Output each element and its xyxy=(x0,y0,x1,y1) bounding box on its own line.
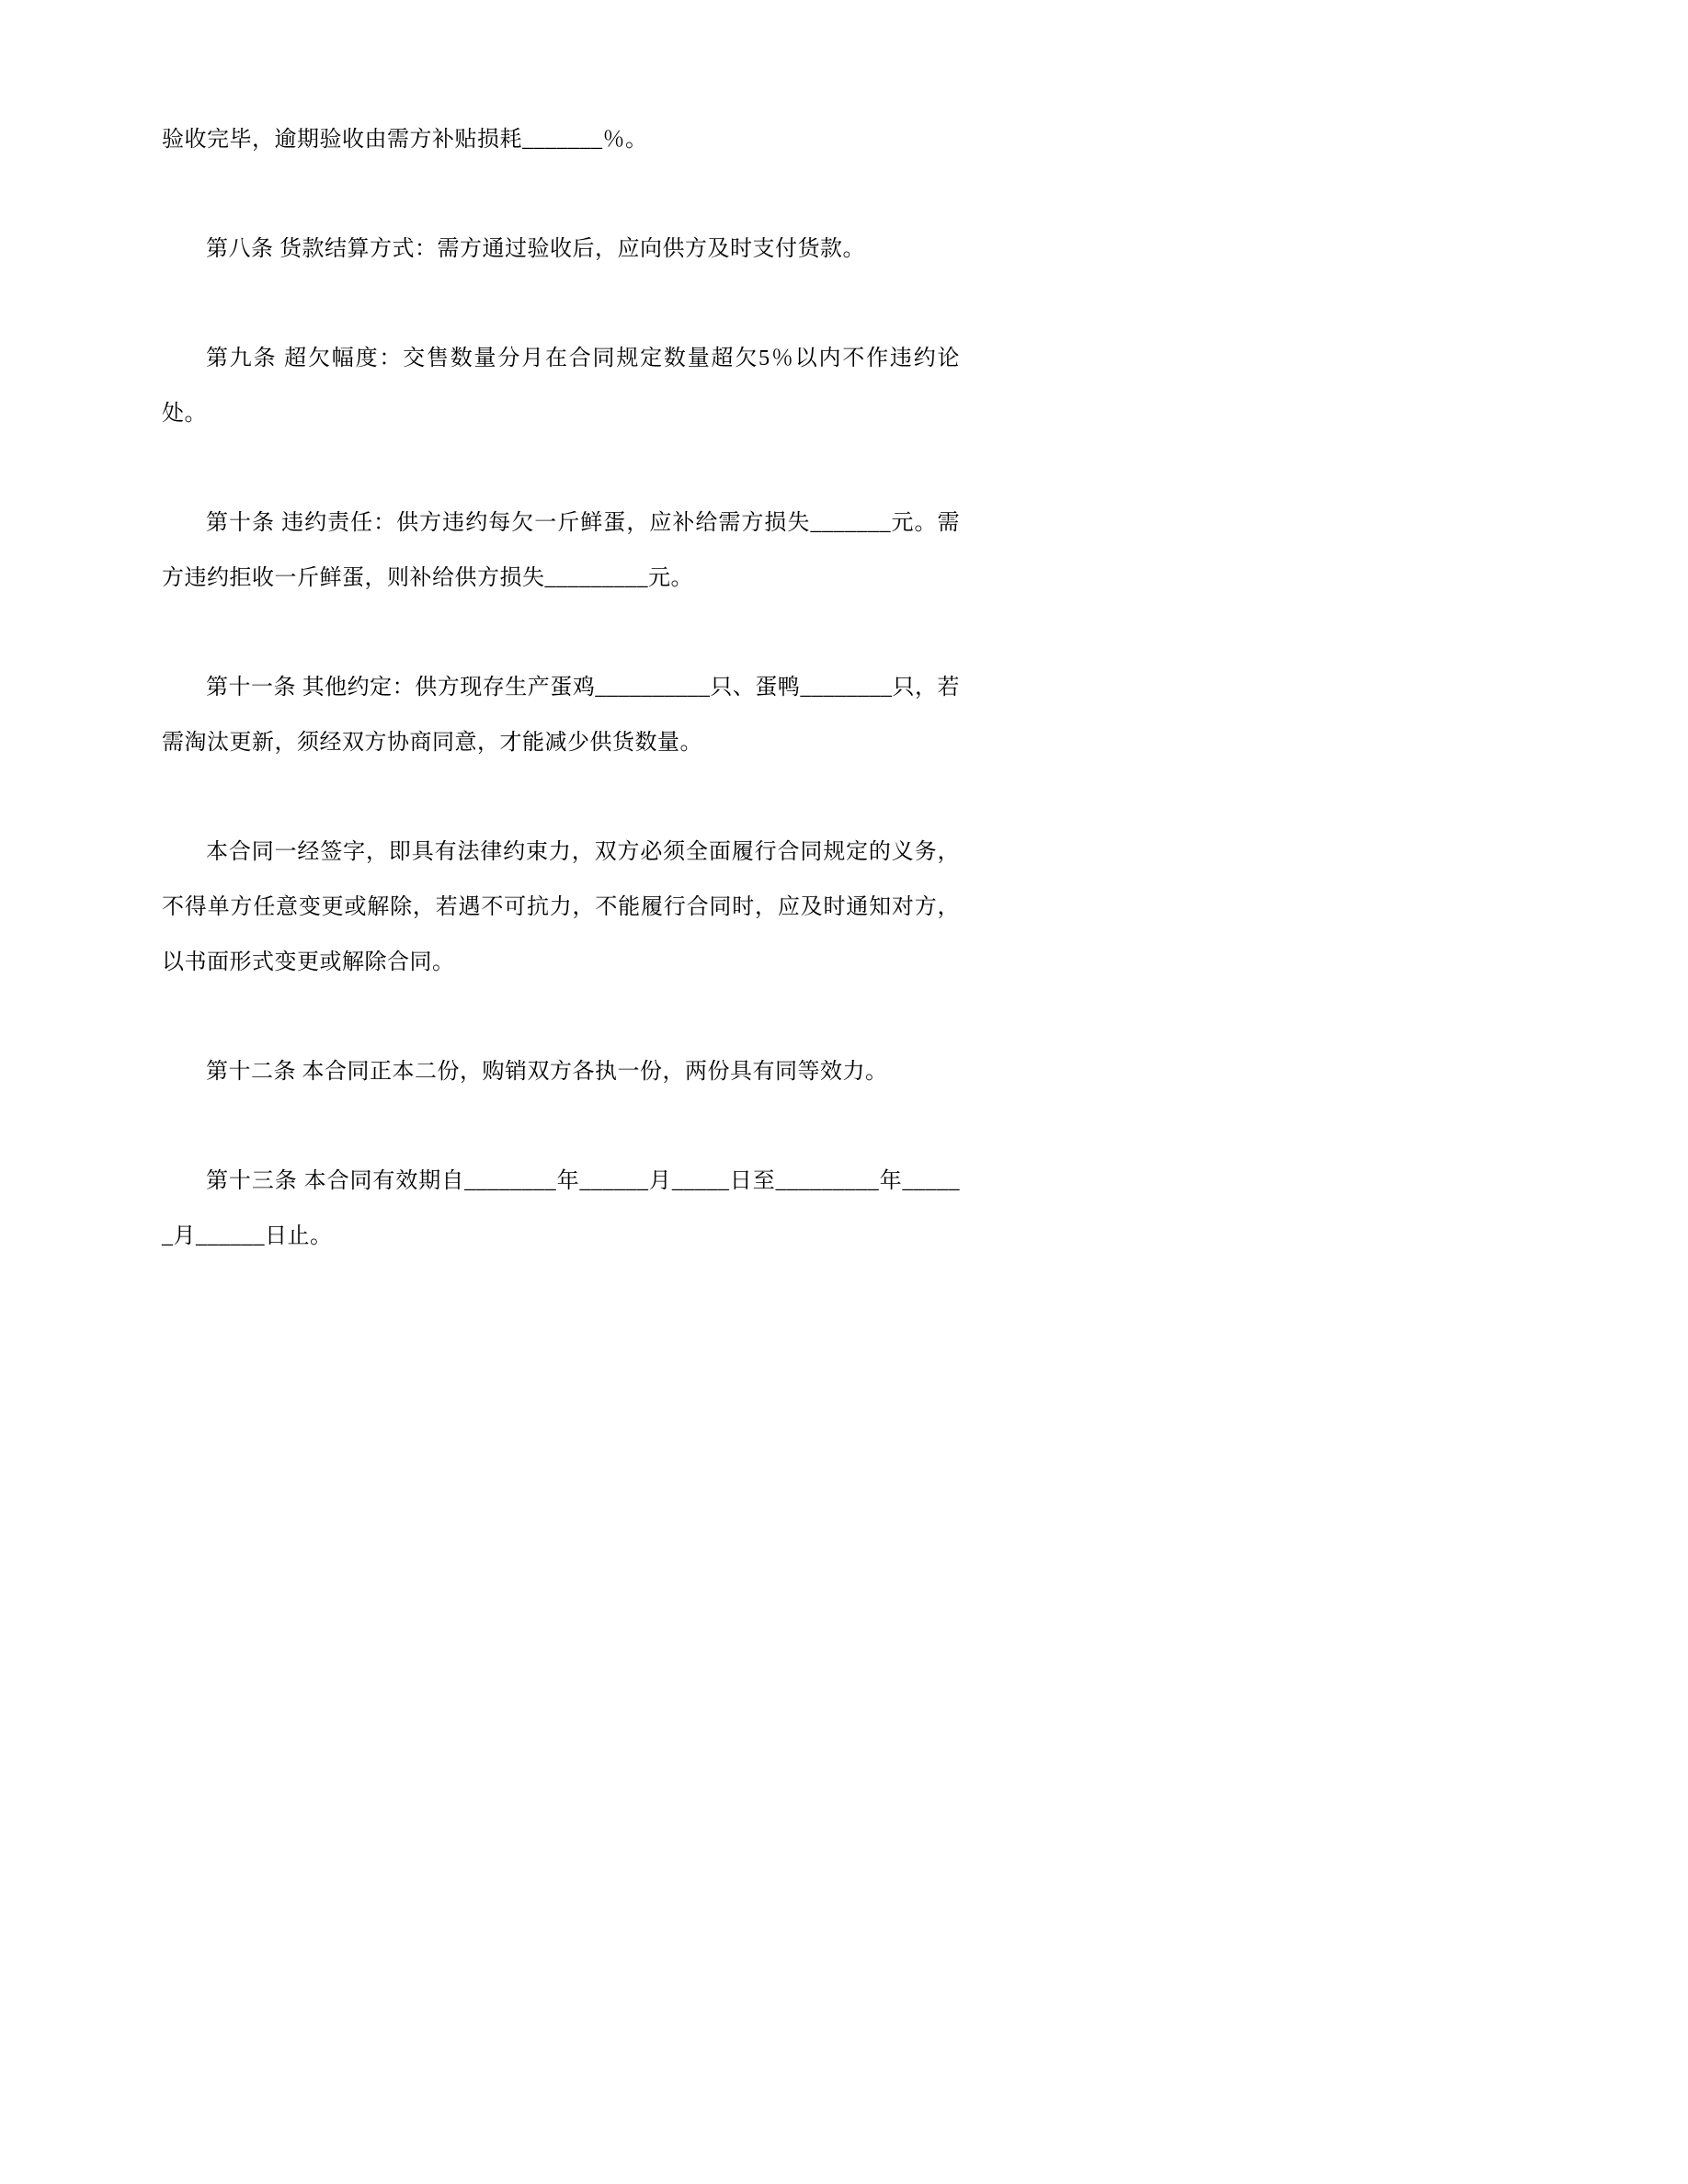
contract-body xyxy=(162,112,960,1264)
clause-7-continuation-text: 验收完毕，逾期验收由需方补贴损耗_______％。 xyxy=(162,128,648,152)
clause-9-text: 第九条 超欠幅度：交售数量分月在合同规定数量超欠5％以内不作违约论处。 xyxy=(162,347,960,426)
clause-10-text: 第十条 违约责任：供方违约每欠一斤鲜蛋，应补给需方损失_______元。需方违约拒收一斤鲜蛋，则补给供方损失_________元。 xyxy=(162,511,960,590)
clause-8-text: 第八条 货款结算方式：需方通过验收后，应向供方及时支付货款。 xyxy=(206,237,865,261)
clause-13-text: 第十三条 本合同有效期自________年______月_____日至_________年______月______日止。 xyxy=(162,1169,960,1248)
clause-12-text: 第十二条 本合同正本二份，购销双方各执一份，两份具有同等效力。 xyxy=(206,1060,888,1084)
binding-statement-text: 本合同一经签字，即具有法律约束力，双方必须全面履行合同规定的义务，不得单方任意变更或解除，若遇不可抗力，不能履行合同时，应及时通知对方，以书面形式变更或解除合同。 xyxy=(162,840,960,974)
clause-11-text: 第十一条 其他约定：供方现存生产蛋鸡__________只、蛋鸭________只，若需淘汰更新，须经双方协商同意，才能减少供货数量。 xyxy=(162,676,960,755)
